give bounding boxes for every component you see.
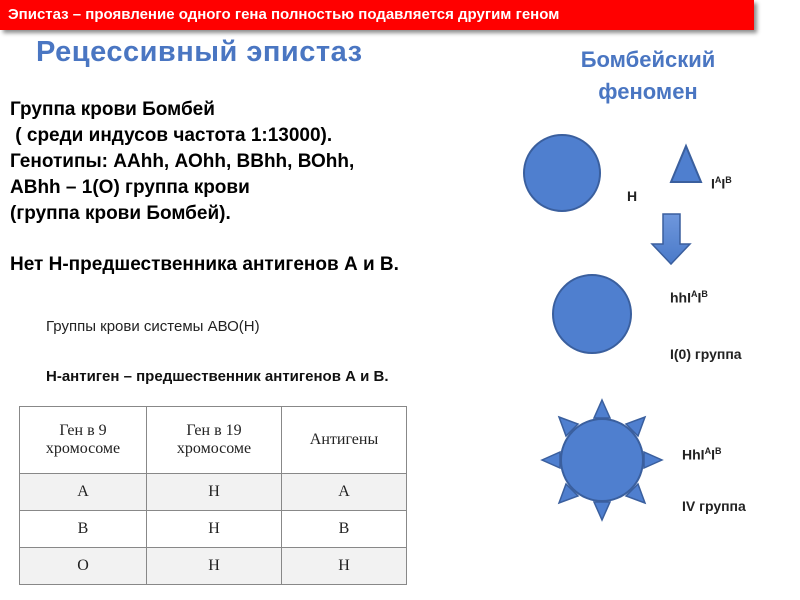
iaib-i1: I xyxy=(711,175,715,192)
table-header-cell: Ген в 9 хромосоме xyxy=(20,407,147,474)
hh-circle xyxy=(553,275,631,353)
Hh-pre: HhI xyxy=(682,446,705,463)
table-cell: О xyxy=(20,548,147,585)
down-arrow-icon xyxy=(652,214,690,264)
desc-line4: АВhh – 1(О) группа крови xyxy=(10,177,250,198)
abo-caption: Группы крови системы АВО(Н) xyxy=(46,318,260,335)
table-header-cell: Ген в 19 хромосоме xyxy=(147,407,282,474)
table-header-cell: Антигены xyxy=(282,407,407,474)
h-label: Н xyxy=(627,188,638,204)
hh-b: В xyxy=(701,289,708,299)
table-cell: В xyxy=(20,511,147,548)
desc-line1: Группа крови Бомбей xyxy=(10,99,215,120)
Hh-i: I xyxy=(711,446,715,463)
group-four-label: IV группа xyxy=(682,498,746,514)
phenomenon-line1: Бомбейский xyxy=(580,47,716,72)
Hh-b: В xyxy=(714,446,722,456)
table-cell: Н xyxy=(282,548,407,585)
table-cell: Н xyxy=(147,511,282,548)
group-one-label: I(0) группа xyxy=(670,346,742,362)
iaib-b: В xyxy=(725,175,732,185)
Hh-genotype-label xyxy=(682,446,721,463)
antigen-triangle xyxy=(671,146,701,182)
phenomenon-line2: феномен xyxy=(598,79,698,104)
slide-title: Рецессивный эпистаз xyxy=(36,36,363,68)
no-h-statement: Нет Н-предшественника антигенов А и В. xyxy=(10,254,399,275)
sun-icon xyxy=(542,400,662,520)
hh-genotype-label xyxy=(670,289,708,306)
Hh-a: А xyxy=(704,446,712,456)
hh-pre: hhI xyxy=(670,289,691,306)
desc-line5: (группа крови Бомбей). xyxy=(10,203,231,224)
desc-line3: Генотипы: ААhh, АОhh, ВВhh, ВОhh, xyxy=(10,151,355,172)
table-cell: Н xyxy=(147,548,282,585)
h-antigen-circle xyxy=(524,135,600,211)
desc-line2: ( среди индусов частота 1:13000). xyxy=(10,125,333,146)
h-antigen-note: Н-антиген – предшественник антигенов А и В. xyxy=(46,368,389,385)
header-banner: Эпистаз – проявление одного гена полностью подавляется другим геном xyxy=(0,0,754,30)
iaib-label xyxy=(711,175,732,192)
table-cell: А xyxy=(282,474,407,511)
iaib-a: А xyxy=(714,175,722,185)
hh-a: А xyxy=(691,289,698,299)
table-cell: В xyxy=(282,511,407,548)
table-cell: А xyxy=(20,474,147,511)
hh-i: I xyxy=(697,289,702,306)
iaib-i2: I xyxy=(721,175,726,192)
table-cell: Н xyxy=(147,474,282,511)
